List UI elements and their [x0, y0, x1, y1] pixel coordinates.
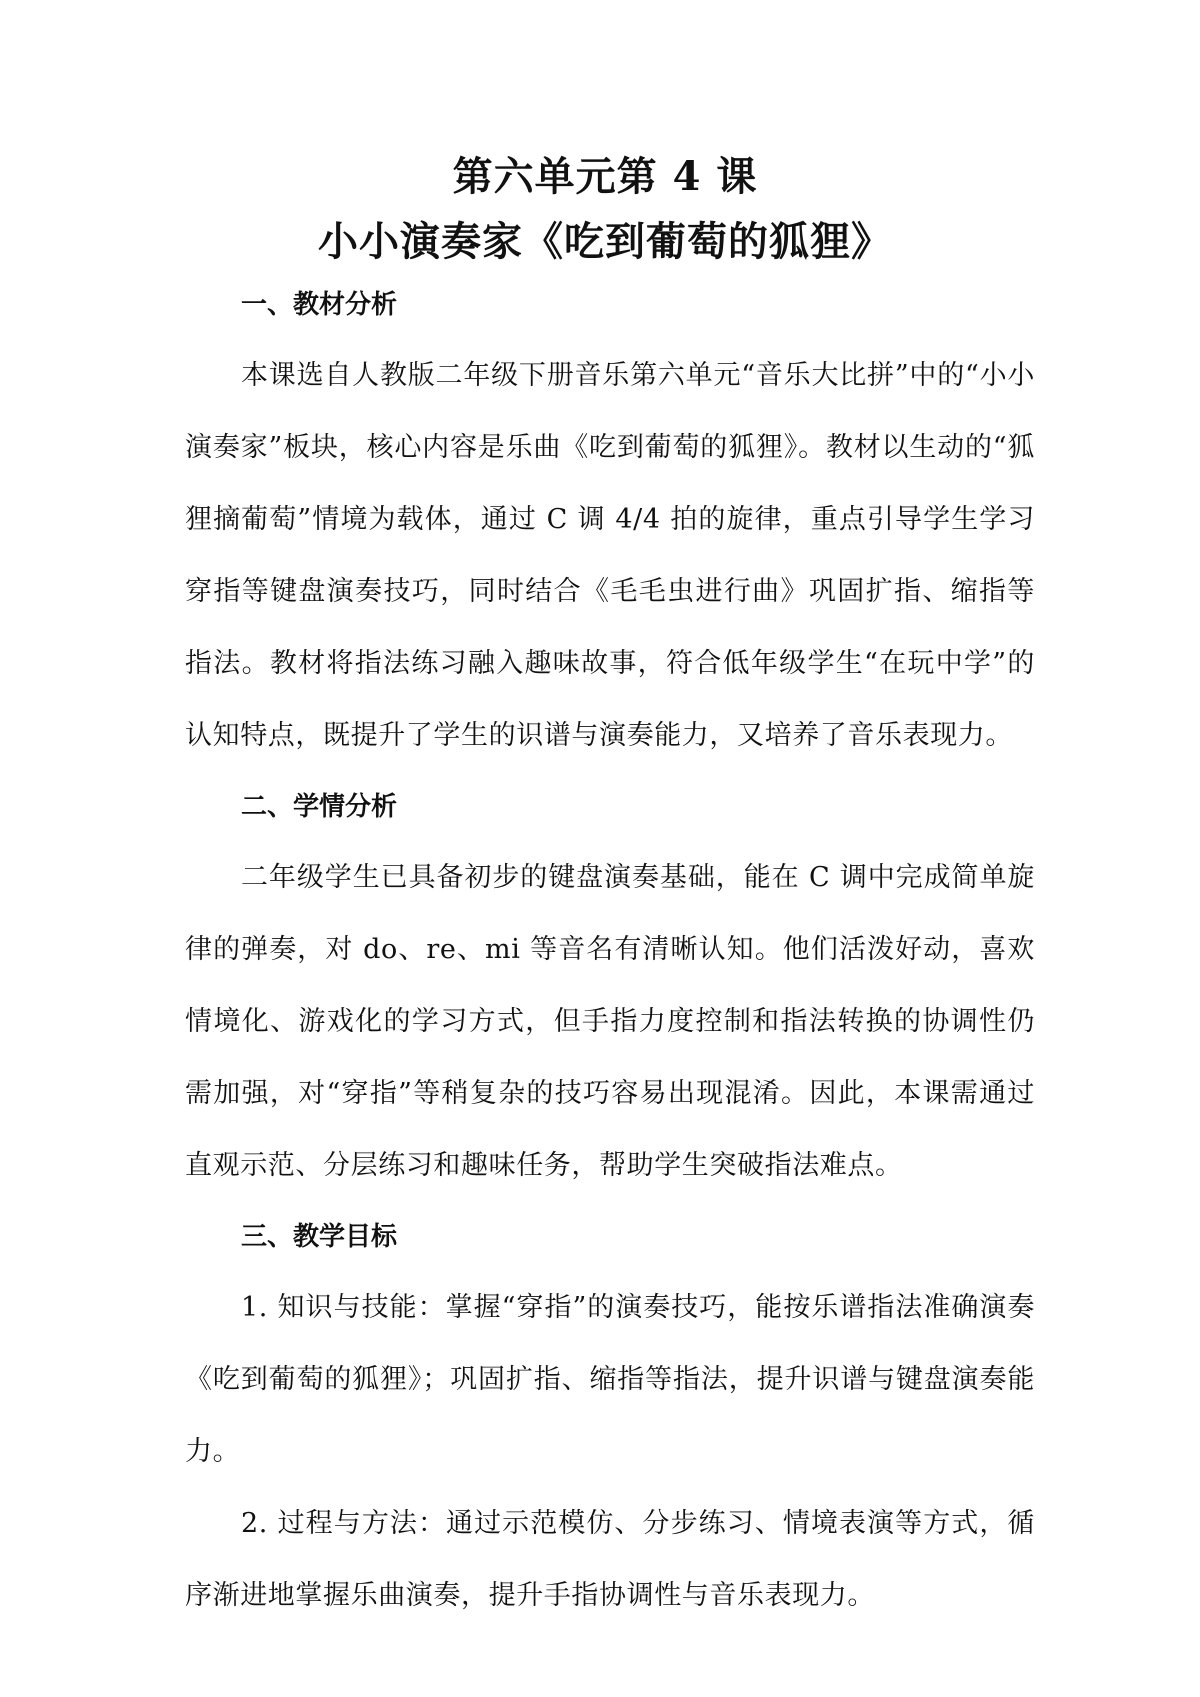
section-heading-teaching-goals: 三、教学目标 — [241, 1222, 398, 1252]
section-heading-learner-analysis: 二、学情分析 — [241, 792, 398, 822]
lesson-title: 第六单元第 4 课 — [452, 153, 758, 200]
section-heading-textbook-analysis: 一、教材分析 — [241, 290, 398, 320]
textbook-analysis-paragraph: 本课选自人教版二年级下册音乐第六单元“音乐大比拼”中的“小小演奏家”板块，核心内容是乐曲《吃到葡萄的狐狸》。教材以生动的“狐狸摘葡萄”情境为载体，通过 C 调 4/4 拍的旋律，重点引导学生学习穿指等键盘演奏技巧，同时结合《毛毛虫进行曲》巩固扩指、缩指等指法。教材将指法练习融入趣味故事，符合低年级学生“在玩中学”的认知特点，既提升了学生的识谱与演奏能力，又培养了音乐表现力。 — [185, 360, 1035, 751]
document-body — [185, 270, 1035, 1632]
teaching-goal-process-methods: 2. 过程与方法：通过示范模仿、分步练习、情境表演等方式，循序渐进地掌握乐曲演奏，提升手指协调性与音乐表现力。 — [185, 1508, 1035, 1611]
teaching-goal-knowledge-skills: 1. 知识与技能：掌握“穿指”的演奏技巧，能按乐谱指法准确演奏《吃到葡萄的狐狸》；巩固扩指、缩指等指法，提升识谱与键盘演奏能力。 — [185, 1292, 1035, 1467]
learner-analysis-paragraph: 二年级学生已具备初步的键盘演奏基础，能在 C 调中完成简单旋律的弹奏，对 do、re、mi 等音名有清晰认知。他们活泼好动，喜欢情境化、游戏化的学习方式，但手指力度控制和指法转换的协调性仍需加强，对“穿指”等稍复杂的技巧容易出现混淆。因此，本课需通过直观示范、分层练习和趣味任务，帮助学生突破指法难点。 — [185, 862, 1035, 1181]
lesson-subtitle: 小小演奏家《吃到葡萄的狐狸》 — [318, 218, 892, 265]
